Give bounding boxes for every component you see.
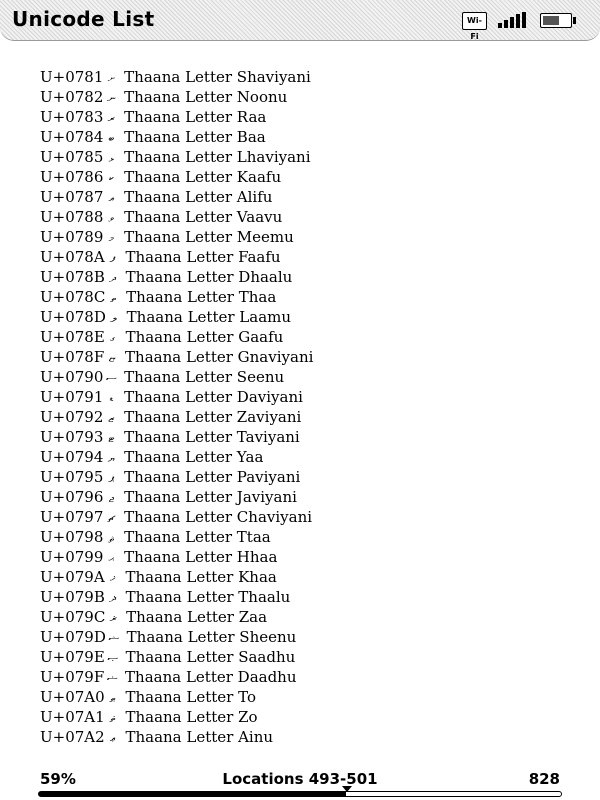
list-item[interactable]	[40, 367, 560, 387]
codepoint-label: U+079E	[40, 648, 105, 666]
codepoint-label: U+078E	[40, 328, 105, 346]
glyph-sample: ނ	[107, 91, 116, 105]
list-item[interactable]	[40, 587, 560, 607]
glyph-sample: ޟ	[106, 671, 118, 685]
wifi-icon: Wi-Fi	[462, 12, 487, 30]
codepoint-label: U+0784	[40, 128, 104, 146]
codepoint-label: U+0789	[40, 228, 104, 246]
codepoint-label: U+0796	[40, 488, 104, 506]
list-item[interactable]	[40, 667, 560, 687]
list-item[interactable]	[40, 467, 560, 487]
codepoint-label: U+0781	[40, 68, 104, 86]
glyph-sample: ޛ	[109, 591, 117, 605]
list-item[interactable]	[40, 227, 560, 247]
glyph-sample: ޖ	[108, 491, 115, 505]
list-item[interactable]	[40, 627, 560, 647]
signal-icon	[498, 12, 526, 28]
character-name: Thaana Letter Faafu	[125, 248, 281, 266]
glyph-sample: ޗ	[107, 511, 116, 525]
codepoint-label: U+0786	[40, 168, 104, 186]
total-locations: 828	[528, 770, 560, 788]
character-name: Thaana Letter Sheenu	[126, 628, 297, 646]
glyph-sample: ތ	[110, 291, 117, 305]
character-name: Thaana Letter Yaa	[124, 448, 264, 466]
battery-icon	[540, 13, 572, 28]
glyph-sample: ވ	[108, 211, 115, 225]
list-item[interactable]	[40, 187, 560, 207]
character-name: Thaana Letter Ainu	[125, 728, 274, 746]
glyph-sample: ޔ	[107, 451, 115, 465]
title-bar	[0, 0, 600, 41]
glyph-sample: ޚ	[109, 571, 116, 585]
list-item[interactable]	[40, 127, 560, 147]
codepoint-label: U+0782	[40, 88, 104, 106]
codepoint-label: U+0788	[40, 208, 104, 226]
location-range: Locations 493-501	[222, 770, 378, 788]
list-item[interactable]	[40, 567, 560, 587]
character-name: Thaana Letter Hhaa	[124, 548, 278, 566]
unicode-list	[40, 67, 560, 747]
codepoint-label: U+079C	[40, 608, 106, 626]
character-name: Thaana Letter Thaa	[126, 288, 277, 306]
codepoint-label: U+07A2	[40, 728, 105, 746]
codepoint-label: U+078C	[40, 288, 106, 306]
character-name: Thaana Letter Vaavu	[124, 208, 283, 226]
list-item[interactable]	[40, 267, 560, 287]
codepoint-label: U+079B	[40, 588, 105, 606]
character-name: Thaana Letter Zaa	[126, 608, 268, 626]
glyph-sample: ރ	[107, 111, 115, 125]
character-name: Thaana Letter Paviyani	[124, 468, 301, 486]
list-item[interactable]	[40, 487, 560, 507]
glyph-sample: ޞ	[107, 651, 119, 665]
codepoint-label: U+07A0	[40, 688, 105, 706]
list-item[interactable]	[40, 647, 560, 667]
list-item[interactable]	[40, 327, 560, 347]
glyph-sample: ޅ	[108, 151, 115, 165]
codepoint-label: U+0785	[40, 148, 104, 166]
list-item[interactable]	[40, 87, 560, 107]
character-name: Thaana Letter Daadhu	[125, 668, 297, 686]
codepoint-label: U+078B	[40, 268, 105, 286]
list-item[interactable]	[40, 67, 560, 87]
codepoint-label: U+0783	[40, 108, 104, 126]
footer	[40, 770, 560, 792]
character-name: Thaana Letter Alifu	[124, 188, 273, 206]
codepoint-label: U+0798	[40, 528, 104, 546]
codepoint-label: U+0787	[40, 188, 104, 206]
character-name: Thaana Letter Seenu	[124, 368, 285, 386]
progress-marker-icon	[342, 786, 352, 792]
codepoint-label: U+0791	[40, 388, 104, 406]
codepoint-label: U+07A1	[40, 708, 105, 726]
list-item[interactable]	[40, 447, 560, 467]
glyph-sample: ލ	[110, 311, 118, 325]
character-name: Thaana Letter Raa	[124, 108, 267, 126]
list-item[interactable]	[40, 307, 560, 327]
list-item[interactable]	[40, 147, 560, 167]
glyph-sample: ޡ	[109, 711, 116, 725]
character-name: Thaana Letter Chaviyani	[124, 508, 313, 526]
character-name: Thaana Letter Laamu	[126, 308, 292, 326]
list-item[interactable]	[40, 167, 560, 187]
glyph-sample: އ	[108, 191, 115, 205]
character-name: Thaana Letter Meemu	[124, 228, 294, 246]
character-name: Thaana Letter Baa	[124, 128, 266, 146]
character-name: Thaana Letter Noonu	[124, 88, 288, 106]
glyph-sample: ޑ	[109, 391, 114, 405]
glyph-sample: ޒ	[108, 411, 115, 425]
list-item[interactable]	[40, 707, 560, 727]
character-name: Thaana Letter Zaviyani	[124, 408, 302, 426]
character-name: Thaana Letter Khaa	[125, 568, 277, 586]
codepoint-label: U+078F	[40, 348, 105, 366]
list-item[interactable]	[40, 407, 560, 427]
character-name: Thaana Letter To	[125, 688, 256, 706]
list-item[interactable]	[40, 207, 560, 227]
list-item[interactable]	[40, 107, 560, 127]
character-name: Thaana Letter Ttaa	[124, 528, 271, 546]
codepoint-label: U+0795	[40, 468, 104, 486]
glyph-sample: ބ	[108, 131, 115, 145]
glyph-sample: ޓ	[108, 431, 115, 445]
character-name: Thaana Letter Thaalu	[125, 588, 291, 606]
list-item[interactable]	[40, 247, 560, 267]
character-name: Thaana Letter Zo	[125, 708, 258, 726]
glyph-sample: ޝ	[108, 631, 120, 645]
character-name: Thaana Letter Javiyani	[124, 488, 297, 506]
codepoint-label: U+079D	[40, 628, 106, 646]
character-name: Thaana Letter Shaviyani	[124, 68, 311, 86]
glyph-sample: ފ	[109, 251, 116, 265]
app-title: Unicode List	[12, 7, 155, 31]
codepoint-label: U+079A	[40, 568, 105, 586]
list-item[interactable]	[40, 727, 560, 747]
character-name: Thaana Letter Daviyani	[124, 388, 303, 406]
codepoint-label: U+0793	[40, 428, 104, 446]
glyph-sample: ޏ	[108, 351, 116, 365]
list-item[interactable]	[40, 347, 560, 367]
list-item[interactable]	[40, 687, 560, 707]
character-name: Thaana Letter Dhaalu	[125, 268, 293, 286]
glyph-sample: ށ	[107, 71, 116, 85]
codepoint-label: U+0794	[40, 448, 104, 466]
codepoint-label: U+0790	[40, 368, 104, 386]
list-item[interactable]	[40, 427, 560, 447]
codepoint-label: U+0797	[40, 508, 104, 526]
glyph-sample: ދ	[109, 271, 117, 285]
glyph-sample: ޘ	[108, 531, 115, 545]
list-item[interactable]	[40, 287, 560, 307]
list-item[interactable]	[40, 527, 560, 547]
character-name: Thaana Letter Gaafu	[125, 328, 284, 346]
glyph-sample: ޜ	[109, 611, 117, 625]
glyph-sample: ކ	[108, 171, 114, 185]
codepoint-label: U+0792	[40, 408, 104, 426]
glyph-sample: ޙ	[108, 551, 115, 565]
progress-bar[interactable]	[38, 791, 562, 797]
character-name: Thaana Letter Kaafu	[124, 168, 282, 186]
character-name: Thaana Letter Taviyani	[124, 428, 300, 446]
character-name: Thaana Letter Saadhu	[125, 648, 296, 666]
character-name: Thaana Letter Gnaviyani	[125, 348, 314, 366]
progress-fill	[39, 792, 346, 796]
glyph-sample: ޕ	[108, 471, 115, 485]
glyph-sample: ޠ	[109, 691, 116, 705]
glyph-sample: މ	[108, 231, 115, 245]
reading-percent: 59%	[40, 770, 76, 788]
glyph-sample: ގ	[110, 331, 116, 345]
list-item[interactable]	[40, 607, 560, 627]
list-item[interactable]	[40, 507, 560, 527]
list-item[interactable]	[40, 387, 560, 407]
codepoint-label: U+0799	[40, 548, 104, 566]
glyph-sample: ޢ	[109, 731, 116, 745]
codepoint-label: U+079F	[40, 668, 105, 686]
codepoint-label: U+078D	[40, 308, 106, 326]
glyph-sample: ސ	[106, 371, 117, 385]
battery-level	[543, 16, 559, 25]
list-item[interactable]	[40, 547, 560, 567]
codepoint-label: U+078A	[40, 248, 105, 266]
character-name: Thaana Letter Lhaviyani	[124, 148, 311, 166]
